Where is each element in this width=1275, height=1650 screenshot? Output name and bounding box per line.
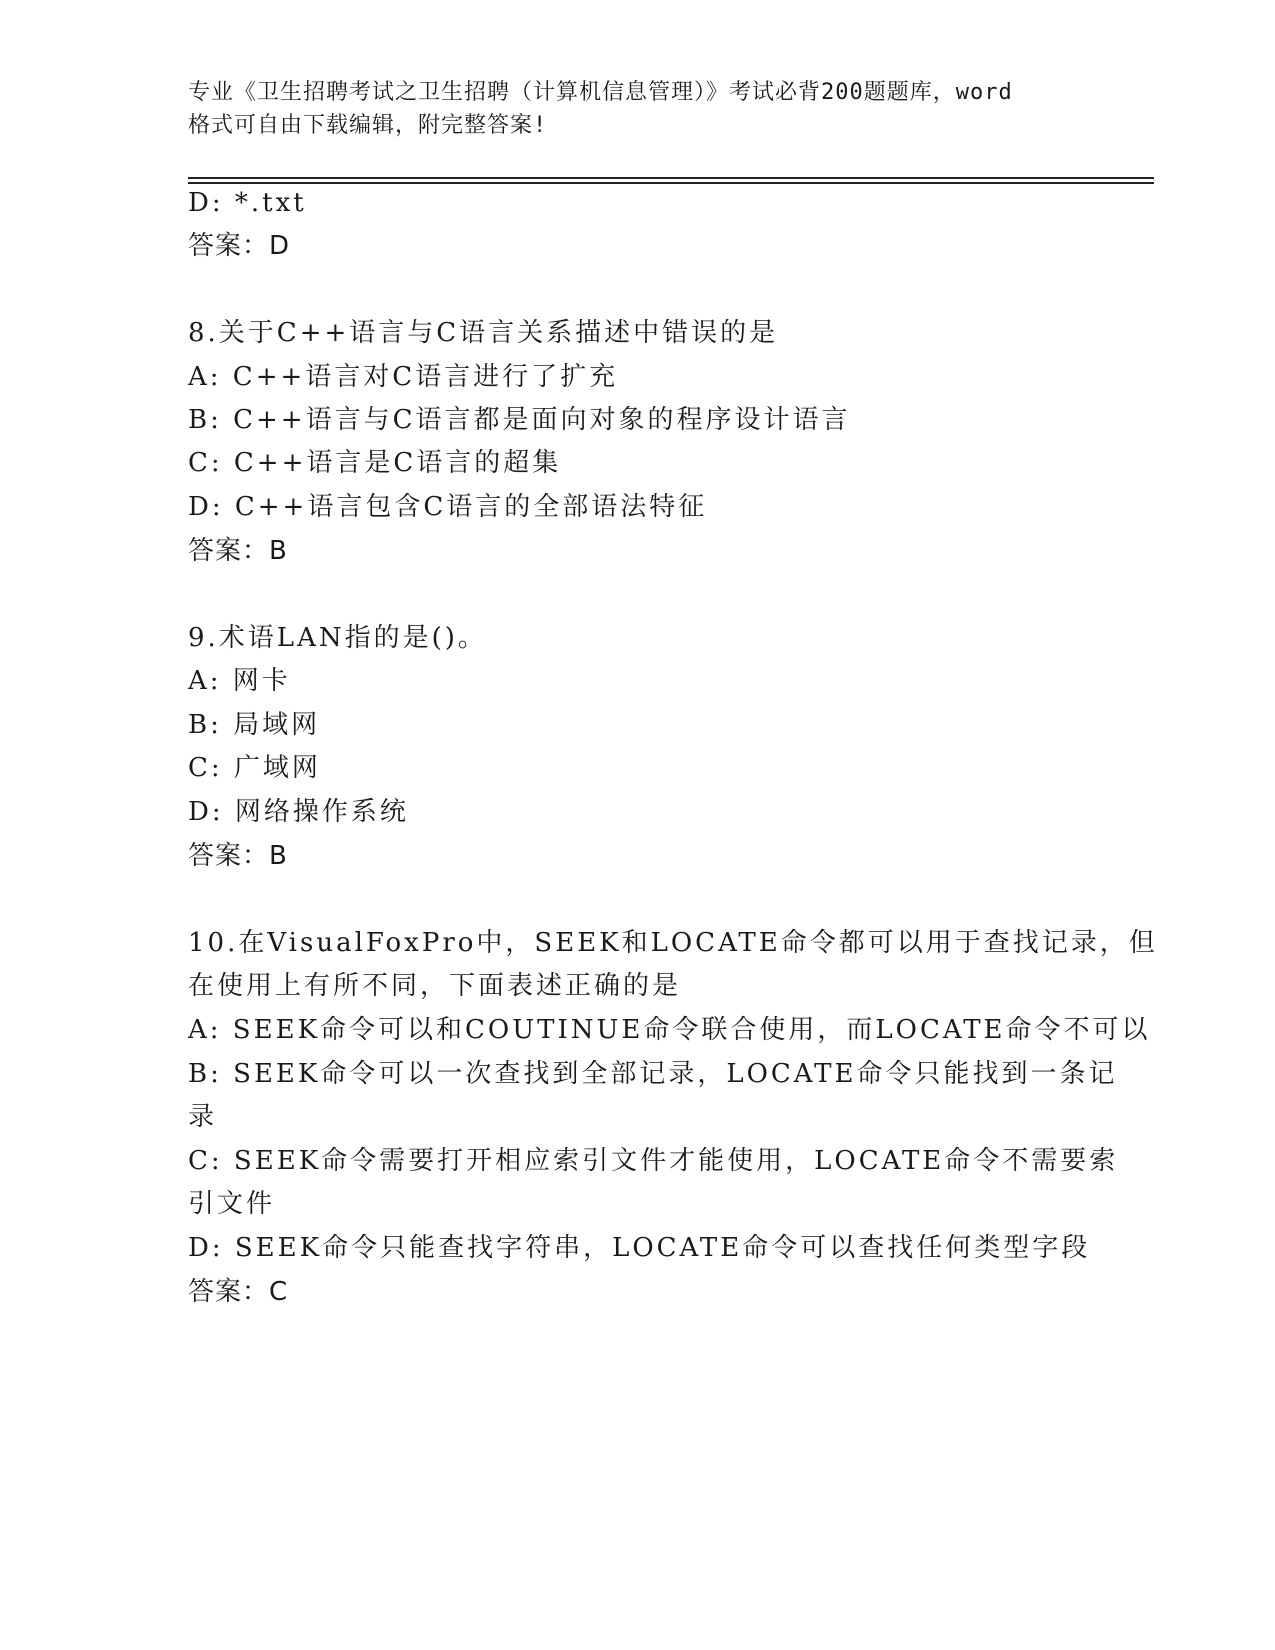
q8-option-b: B: C++语言与C语言都是面向对象的程序设计语言 [188,405,851,435]
page-header [188,76,1088,142]
q8-option-a: A: C++语言对C语言进行了扩充 [188,362,619,392]
q8-option-d: D: C++语言包含C语言的全部语法特征 [188,492,708,522]
q10-option-d: D: SEEK命令只能查找字符串，LOCATE命令可以查找任何类型字段 [188,1233,1091,1263]
q8-stem: 8.关于C++语言与C语言关系描述中错误的是 [188,318,779,348]
header-divider-bottom [188,182,1154,184]
q9-option-d: D: 网络操作系统 [188,797,409,827]
q8-option-c: C: C++语言是C语言的超集 [188,448,562,478]
prev-answer: 答案：D [188,231,291,261]
q9-option-a: A: 网卡 [188,666,291,696]
header-line-1: 专业《卫生招聘考试之卫生招聘（计算机信息管理）》考试必背200题题库，word [188,80,1013,105]
q10-option-c-line-2: 引文件 [188,1189,276,1219]
q8-answer: 答案：B [188,536,288,566]
q10-stem-line-1: 10.在VisualFoxPro中，SEEK和LOCATE命令都可以用于查找记录，但 [188,928,1158,958]
prev-option-d: D: *.txt [188,188,307,218]
q9-option-b: B: 局域网 [188,710,321,740]
q10-option-b-line-2: 录 [188,1102,218,1132]
q9-option-c: C: 广域网 [188,753,321,783]
q10-stem-line-2: 在使用上有所不同，下面表述正确的是 [188,971,682,1001]
header-line-2: 格式可自由下载编辑，附完整答案! [188,113,548,138]
header-divider-top [188,177,1154,179]
q10-answer: 答案：C [188,1277,289,1307]
q10-option-a: A: SEEK命令可以和COUTINUE命令联合使用，而LOCATE命令不可以 [188,1015,1151,1045]
q9-stem: 9.术语LAN指的是()。 [188,623,487,653]
q10-option-b-line-1: B: SEEK命令可以一次查找到全部记录，LOCATE命令只能找到一条记 [188,1059,1118,1089]
q10-option-c-line-1: C: SEEK命令需要打开相应索引文件才能使用，LOCATE命令不需要索 [188,1146,1119,1176]
q9-answer: 答案：B [188,841,288,871]
